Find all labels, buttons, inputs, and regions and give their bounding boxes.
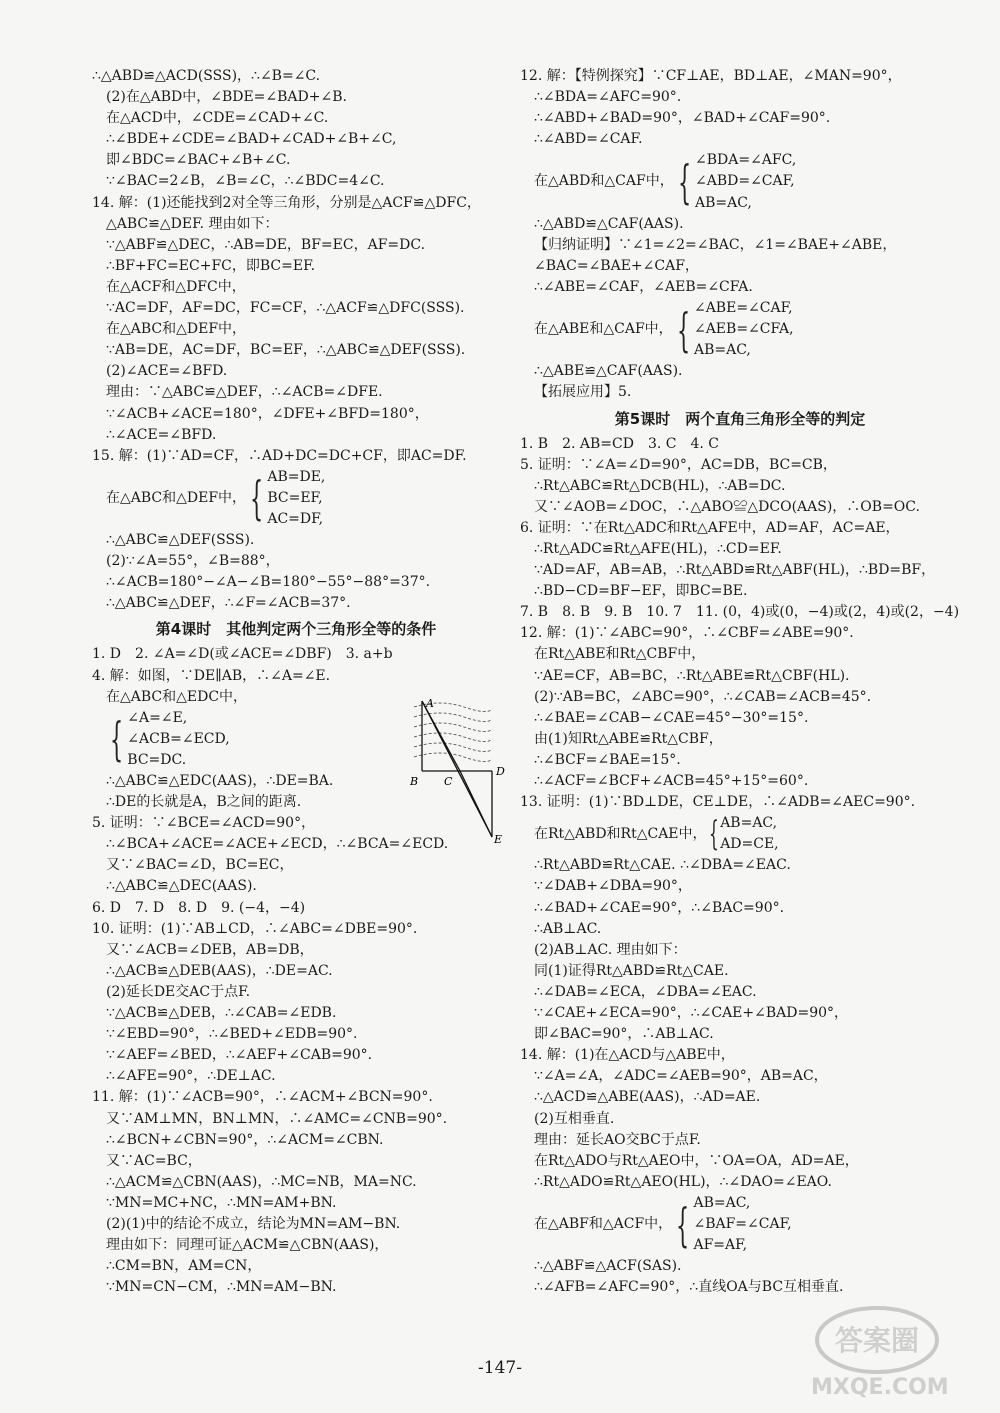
curly-brace-icon: { bbox=[676, 302, 690, 357]
brace-item: AB=AC, bbox=[694, 194, 752, 211]
text-line: ∵∠A=∠A，∠ADC=∠AEB=90°，AB=AC， bbox=[534, 1068, 828, 1085]
brace-item: AD=CE, bbox=[720, 836, 779, 853]
text-line: 10. 证明：(1)∵AB⊥CD，∴∠ABC=∠DBE=90°. bbox=[92, 920, 418, 937]
brace-item: AB=DE, bbox=[267, 468, 326, 485]
text-line: ∴△ABC≌△EDC(AAS)，∴DE=BA. bbox=[106, 773, 334, 789]
brace-system bbox=[520, 150, 960, 213]
brace-items bbox=[693, 1193, 791, 1256]
text-line: ∵∠ACB+∠ACE=180°，∠DFE+∠BFD=180°， bbox=[106, 405, 429, 422]
curly-brace-icon: { bbox=[250, 471, 264, 526]
text-line: ∴△ABD≌△ACD(SSS)，∴∠B=∠C. bbox=[92, 68, 321, 84]
text-line: 又∵AM⊥MN，BN⊥MN，∴∠AMC=∠CNB=90°. bbox=[106, 1110, 448, 1127]
text-line: 理由：∵△ABC≌△DEF，∴∠ACB=∠DFE. bbox=[106, 384, 383, 401]
text-line: ∴∠ABE=∠CAF，∠AEB=∠CFA. bbox=[534, 278, 753, 295]
text-line: 5. 证明：∵∠A=∠D=90°，AC=DB，BC=CB， bbox=[520, 456, 837, 473]
text-line: ∵AD=AF，AB=AB，∴Rt△ABD≌Rt△ABF(HL)，∴BD=BF， bbox=[534, 562, 936, 579]
page-number: -147- bbox=[478, 1358, 522, 1378]
text-line: ∴∠BCA+∠ACE=∠ACE+∠ECD，∴∠BCA=∠ECD. bbox=[106, 836, 449, 853]
text-line: △ABC≌△DEF. 理由如下： bbox=[106, 215, 279, 232]
text-line: ∴∠ABD=∠CAF. bbox=[534, 131, 643, 148]
text-line: 又∵AC=BC， bbox=[106, 1152, 202, 1169]
text-line: ∴△ABC≌△DEF(SSS). bbox=[106, 532, 255, 549]
text-line: 12. 解：(1)∵∠ABC=90°，∴∠CBF=∠ABE=90°. bbox=[520, 625, 854, 642]
brace-item: ∠A=∠E, bbox=[127, 709, 188, 726]
text-line: 又∵∠AOB=∠DOC，∴△ABO≌△DCO(AAS)，∴OB=OC. bbox=[534, 498, 920, 515]
text-line: ∴∠AFB=∠AFC=90°，∴直线OA与BC互相垂直. bbox=[534, 1279, 844, 1296]
text-line: ∴△ABD≌△CAF(AAS). bbox=[534, 215, 684, 232]
text-line: (2)互相垂直. bbox=[534, 1110, 615, 1127]
curly-brace-icon: { bbox=[110, 712, 124, 767]
text-line: ∵△ABF≌△DEC，∴AB=DE，BF=EC，AF=DC. bbox=[106, 236, 426, 253]
right-column bbox=[520, 66, 960, 1298]
text-line: ∴AB⊥AC. bbox=[534, 920, 602, 937]
text-line: 在△ABC和△EDC中， bbox=[106, 688, 248, 705]
text-line: ∴∠ABD+∠BAD=90°，∠BAD+∠CAF=90°. bbox=[534, 110, 831, 127]
text-line: ∵MN=CN−CM，∴MN=AM−BN. bbox=[106, 1279, 337, 1296]
figure-label-c: C bbox=[444, 775, 453, 788]
brace-item: AB=AC, bbox=[693, 1194, 751, 1211]
brace-prefix: 在△ABF和△ACF中， bbox=[534, 1215, 673, 1232]
text-line: 又∵∠BAC=∠D，BC=EC， bbox=[106, 857, 294, 874]
text-line: ∴△ACD≌△ABE(AAS)，∴AD=AE. bbox=[534, 1089, 761, 1106]
text-line: 4. 解：如图，∵DE∥AB，∴∠A=∠E. bbox=[92, 667, 331, 684]
text-line: ∵∠AEF=∠BED，∴∠AEF+∠CAB=90°. bbox=[106, 1047, 373, 1064]
text-line: ∴∠BDE+∠CDE=∠BAD+∠CAD+∠B+∠C, bbox=[106, 131, 397, 148]
text-line: ∴△ABC≌△DEC(AAS). bbox=[106, 878, 257, 895]
geometry-figure bbox=[400, 693, 512, 843]
brace-items bbox=[127, 708, 229, 771]
brace-system bbox=[520, 1193, 960, 1256]
text-line: ∵AE=CF，AB=BC，∴Rt△ABE≌Rt△CBF(HL). bbox=[534, 667, 850, 684]
text-line: 13. 证明：(1)∵BD⊥DE，CE⊥DE，∴∠ADB=∠AEC=90°. bbox=[520, 794, 916, 811]
text-line: 即∠BDC=∠BAC+∠B+∠C. bbox=[106, 152, 291, 169]
figure-label-b: B bbox=[410, 775, 419, 788]
text-line: 理由如下：同理可证△ACM≌△CBN(AAS)， bbox=[106, 1237, 389, 1254]
watermark-logo bbox=[807, 1300, 982, 1400]
text-line: (2)在△ABD中，∠BDE=∠BAD+∠B. bbox=[106, 89, 347, 106]
brace-prefix: 在△ABC和△DEF中， bbox=[106, 489, 247, 506]
text-line: 理由：延长AO交BC于点F. bbox=[534, 1131, 701, 1148]
text-line: 1. D 2. ∠A=∠D(或∠ACE=∠DBF) 3. a+b bbox=[92, 646, 393, 663]
text-line: ∴△ABC≌△DEF，∴∠F=∠ACB=37°. bbox=[106, 595, 351, 612]
text-line: ∴∠DAB=∠ECA，∠DBA=∠EAC. bbox=[534, 983, 757, 1000]
text-line: 14. 解：(1)在△ACD与△ABE中， bbox=[520, 1047, 735, 1064]
text-line: ∴DE的长就是A，B之间的距离. bbox=[106, 794, 302, 811]
figure-label-a: A bbox=[426, 697, 434, 710]
text-line: ∵AB=DE，AC=DF，BC=EF，∴△ABC≌△DEF(SSS). bbox=[106, 342, 466, 359]
text-line: 又∵∠ACB=∠DEB，AB=DB， bbox=[106, 941, 314, 958]
text-line: ∵∠CAE+∠ECA=90°，∴∠CAE+∠BAD=90°， bbox=[534, 1005, 849, 1022]
left-column bbox=[92, 66, 503, 1298]
text-line: 在△ABC和△DEF中， bbox=[106, 321, 247, 338]
text-line: 1. B 2. AB=CD 3. C 4. C bbox=[520, 435, 720, 452]
text-line: ∵∠BAC=2∠B，∠B=∠C，∴∠BDC=4∠C. bbox=[106, 173, 385, 190]
text-line: ∴∠BCF=∠BAE=15°. bbox=[534, 751, 681, 768]
text-line: ∴∠ACF=∠BCF+∠ACB=45°+15°=60°. bbox=[534, 773, 809, 789]
text-line: 同(1)证得Rt△ABD≌Rt△CAE. bbox=[534, 962, 729, 979]
text-line: 在△ACD中，∠CDE=∠CAD+∠C. bbox=[106, 110, 329, 127]
text-line: 在Rt△ABE和Rt△CBF中， bbox=[534, 646, 706, 663]
brace-items bbox=[695, 150, 796, 213]
curly-brace-icon: { bbox=[677, 155, 691, 210]
text-line: ∴∠BCN+∠CBN=90°，∴∠ACM=∠CBN. bbox=[106, 1131, 384, 1148]
figure-label-d: D bbox=[496, 765, 505, 778]
text-line: ∴∠ACE=∠BFD. bbox=[106, 426, 217, 443]
watermark-top: 答案圈 bbox=[835, 1324, 920, 1357]
text-line: (2)∵∠A=55°，∠B=88°， bbox=[106, 553, 280, 570]
text-line: ∵∠DAB+∠DBA=90°， bbox=[534, 878, 692, 895]
text-line: ∴BF+FC=EC+FC，即BC=EF. bbox=[106, 257, 316, 274]
text-line: 由(1)知Rt△ABE≌Rt△CBF， bbox=[534, 730, 723, 747]
curly-brace-icon: { bbox=[676, 1197, 690, 1252]
brace-item: ∠ACB=∠ECD, bbox=[127, 730, 230, 747]
text-line: (2)∵AB=BC，∠ABC=90°，∴∠CAB=∠ACB=45°. bbox=[534, 688, 872, 705]
curly-brace-icon: { bbox=[708, 814, 719, 855]
brace-item: BC=EF, bbox=[267, 489, 323, 506]
text-line: ∵AC=DF，AF=DC，FC=CF，∴△ACF≌△DFC(SSS). bbox=[106, 300, 465, 317]
brace-item: AB=AC, bbox=[693, 342, 751, 359]
watermark-bottom: MXQE.COM bbox=[811, 1375, 949, 1400]
text-line: ∴△ABF≌△ACF(SAS). bbox=[534, 1258, 682, 1275]
brace-system bbox=[520, 298, 960, 361]
text-line: (2)AB⊥AC. 理由如下： bbox=[534, 941, 687, 958]
text-line: ∵∠EBD=90°，∴∠BED+∠EDB=90°. bbox=[106, 1026, 358, 1043]
text-line: 6. 证明：∵在Rt△ADC和Rt△AFE中，AD=AF，AC=AE， bbox=[520, 519, 900, 536]
text-line: ∴∠AFE=90°，∴DE⊥AC. bbox=[106, 1068, 276, 1085]
text-line: 15. 解：(1)∵AD=CF，∴AD+DC=DC+CF，即AC=DF. bbox=[92, 447, 467, 464]
text-line: ∵△ACB≌△DEB，∴∠CAB=∠EDB. bbox=[106, 1005, 337, 1022]
text-line: 6. D 7. D 8. D 9. (−4，−4) bbox=[92, 899, 306, 916]
text-line: 12. 解：【特例探究】∵CF⊥AE，BD⊥AE，∠MAN=90°， bbox=[520, 68, 902, 84]
brace-items bbox=[720, 813, 778, 855]
text-line: 7. B 8. B 9. B 10. 7 11. (0，4)或(0，−4)或(2，4)或(2，−4) bbox=[520, 604, 960, 621]
text-line: ∴△ACB≌△DEB(AAS)，∴DE=AC. bbox=[106, 962, 333, 979]
brace-item: ∠AEB=∠CFA, bbox=[693, 321, 794, 338]
text-line: 【归纳证明】∵∠1=∠2=∠BAC，∠1=∠BAE+∠ABE， bbox=[534, 236, 897, 253]
text-line: ∴∠BDA=∠AFC=90°. bbox=[534, 89, 682, 106]
text-line: 即∠BAC=90°，∴AB⊥AC. bbox=[534, 1026, 714, 1043]
text-line: (2)∠ACE=∠BFD. bbox=[106, 363, 228, 380]
text-line: ∴△ABE≌△CAF(AAS). bbox=[534, 363, 683, 380]
brace-item: AC=DF, bbox=[267, 510, 324, 527]
brace-items bbox=[267, 467, 325, 530]
text-line: ∴Rt△ADO≌Rt△AEO(HL)，∴∠DAO=∠EAO. bbox=[534, 1173, 832, 1190]
brace-item: AF=AF, bbox=[693, 1237, 748, 1254]
brace-system bbox=[92, 467, 500, 530]
brace-prefix: 在Rt△ABD和Rt△CAE中， bbox=[534, 825, 707, 842]
brace-prefix: 在△ABE和△CAF中， bbox=[534, 321, 673, 338]
brace-prefix: 在△ABD和△CAF中， bbox=[534, 173, 674, 190]
brace-item: ∠BAF=∠CAF, bbox=[693, 1215, 792, 1232]
text-line: ∴△ACM≌△CBN(AAS)，∴MC=NB，MA=NC. bbox=[106, 1173, 417, 1190]
text-line: 11. 解：(1)∵∠ACB=90°，∴∠ACM+∠BCN=90°. bbox=[92, 1089, 433, 1106]
text-line: ∴Rt△ABD≌Rt△CAE. ∴∠DBA=∠EAC. bbox=[534, 857, 791, 874]
text-line: ∴∠ACB=180°−∠A−∠B=180°−55°−88°=37°. bbox=[106, 574, 431, 591]
section-heading: 第4课时 其他判定两个三角形全等的条件 bbox=[155, 620, 437, 639]
section-heading: 第5课时 两个直角三角形全等的判定 bbox=[614, 409, 866, 428]
text-line: ∵MN=MC+NC，∴MN=AM+BN. bbox=[106, 1194, 337, 1211]
brace-item: BC=DC. bbox=[127, 751, 187, 768]
text-line: ∠BAC=∠BAE+∠CAF， bbox=[534, 257, 699, 274]
text-line: ∴BD−CD=BF−EF，即BC=BE. bbox=[534, 583, 748, 600]
text-line: 【拓展应用】5. bbox=[534, 384, 632, 401]
text-line: ∴∠BAE=∠CAB−∠CAE=45°−30°=15°. bbox=[534, 709, 809, 726]
brace-items bbox=[694, 298, 794, 361]
brace-item: ∠ABD=∠CAF, bbox=[694, 173, 795, 190]
text-line: ∴Rt△ADC≌Rt△AFE(HL)，∴CD=EF. bbox=[534, 540, 782, 557]
brace-item: AB=AC, bbox=[720, 815, 778, 832]
text-line: (2)延长DE交AC于点F. bbox=[106, 983, 251, 1000]
brace-system bbox=[520, 813, 960, 855]
text-line: 在△ACF和△DFC中， bbox=[106, 278, 246, 295]
text-line: 5. 证明：∵∠BCE=∠ACD=90°， bbox=[92, 815, 316, 832]
brace-item: ∠ABE=∠CAF, bbox=[693, 300, 793, 317]
text-line: ∴∠BAD+∠CAE=90°，∴∠BAC=90°. bbox=[534, 899, 785, 916]
text-line: (2)(1)中的结论不成立，结论为MN=AM−BN. bbox=[106, 1215, 401, 1232]
text-line: ∴CM=BN，AM=CN， bbox=[106, 1258, 262, 1275]
text-line: ∴Rt△ABC≌Rt△DCB(HL)，∴AB=DC. bbox=[534, 477, 786, 494]
text-line: 在Rt△ADO与Rt△AEO中，∵OA=OA，AD=AE， bbox=[534, 1152, 859, 1169]
figure-label-e: E bbox=[494, 833, 503, 843]
text-line: 14. 解：(1)还能找到2对全等三角形，分别是△ACF≌△DFC， bbox=[92, 194, 481, 211]
brace-item: ∠BDA=∠AFC, bbox=[694, 152, 797, 169]
